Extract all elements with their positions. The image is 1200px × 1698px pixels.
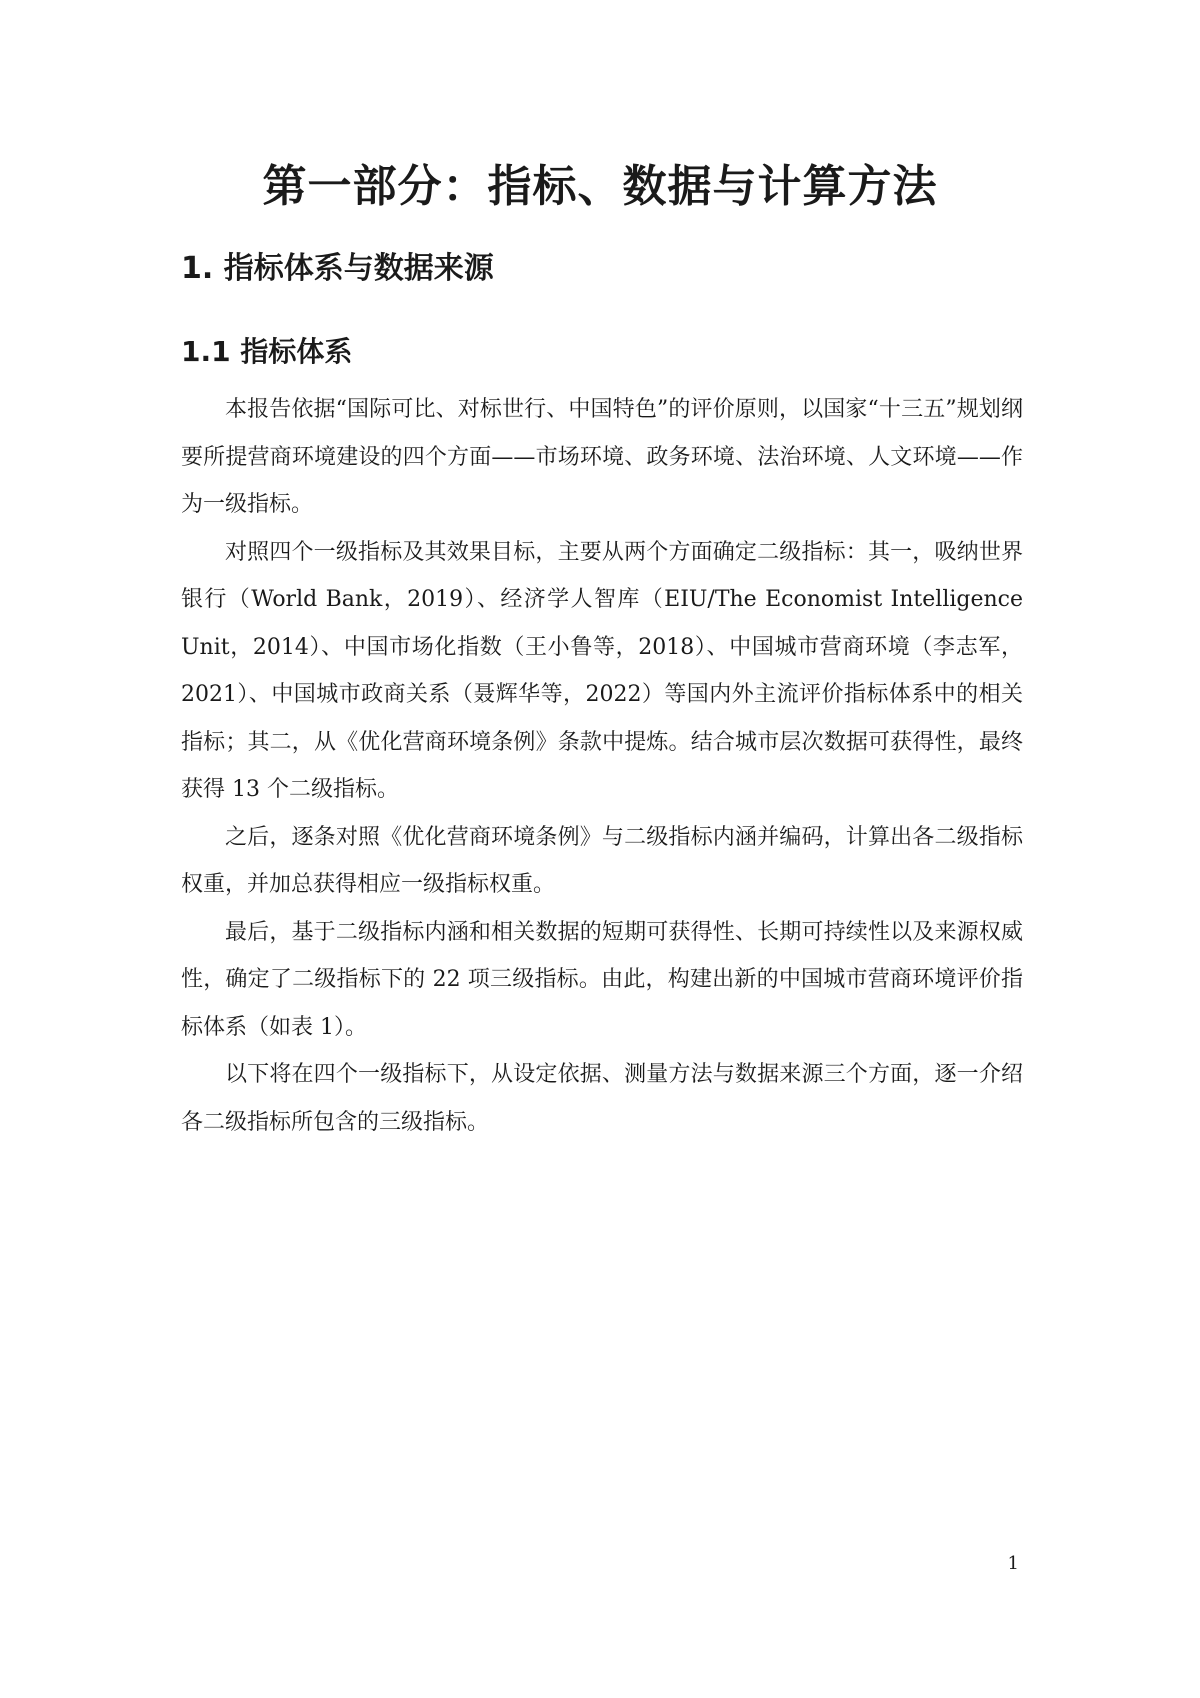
subsection-heading: 1.1 指标体系 — [181, 335, 353, 368]
part-title: 第一部分：指标、数据与计算方法 — [262, 161, 938, 212]
paragraph-introduction: 以下将在四个一级指标下，从设定依据、测量方法与数据来源三个方面，逐一介绍各二级指标所包含的三级指标。 — [181, 1062, 1023, 1135]
paragraph-evaluation-principles: 本报告依据“国际可比、对标世行、中国特色”的评价原则，以国家“十三五”规划纲要所提营商环境建设的四个方面——市场环境、政务环境、法治环境、人文环境——作为一级指标。 — [181, 397, 1023, 517]
paragraph-weights: 之后，逐条对照《优化营商环境条例》与二级指标内涵并编码，计算出各二级指标权重，并加总获得相应一级指标权重。 — [181, 824, 1023, 897]
paragraph-secondary-indicators: 对照四个一级指标及其效果目标，主要从两个方面确定二级指标：其一，吸纳世界银行（World Bank，2019）、经济学人智库（EIU/The Economist Intelligence Unit，2014）、中国市场化指数（王小鲁等，2018）、中国城市营商环境（李志军，2021）、中国城市政商关系（聂辉华等，2022）等国内外主流评价指标体系中的相关指标；其二，从《优化营商环境条例》条款中提炼。结合城市层次数据可获得性，最终获得 13 个二级指标。 — [181, 539, 1023, 802]
section-heading: 1. 指标体系与数据来源 — [181, 251, 494, 286]
body-text — [181, 386, 1023, 1146]
page-number: 1 — [1007, 1553, 1019, 1574]
paragraph-tertiary-indicators: 最后，基于二级指标内涵和相关数据的短期可获得性、长期可持续性以及来源权威性，确定了二级指标下的 22 项三级指标。由此，构建出新的中国城市营商环境评价指标体系（如表 1）。 — [181, 919, 1023, 1040]
